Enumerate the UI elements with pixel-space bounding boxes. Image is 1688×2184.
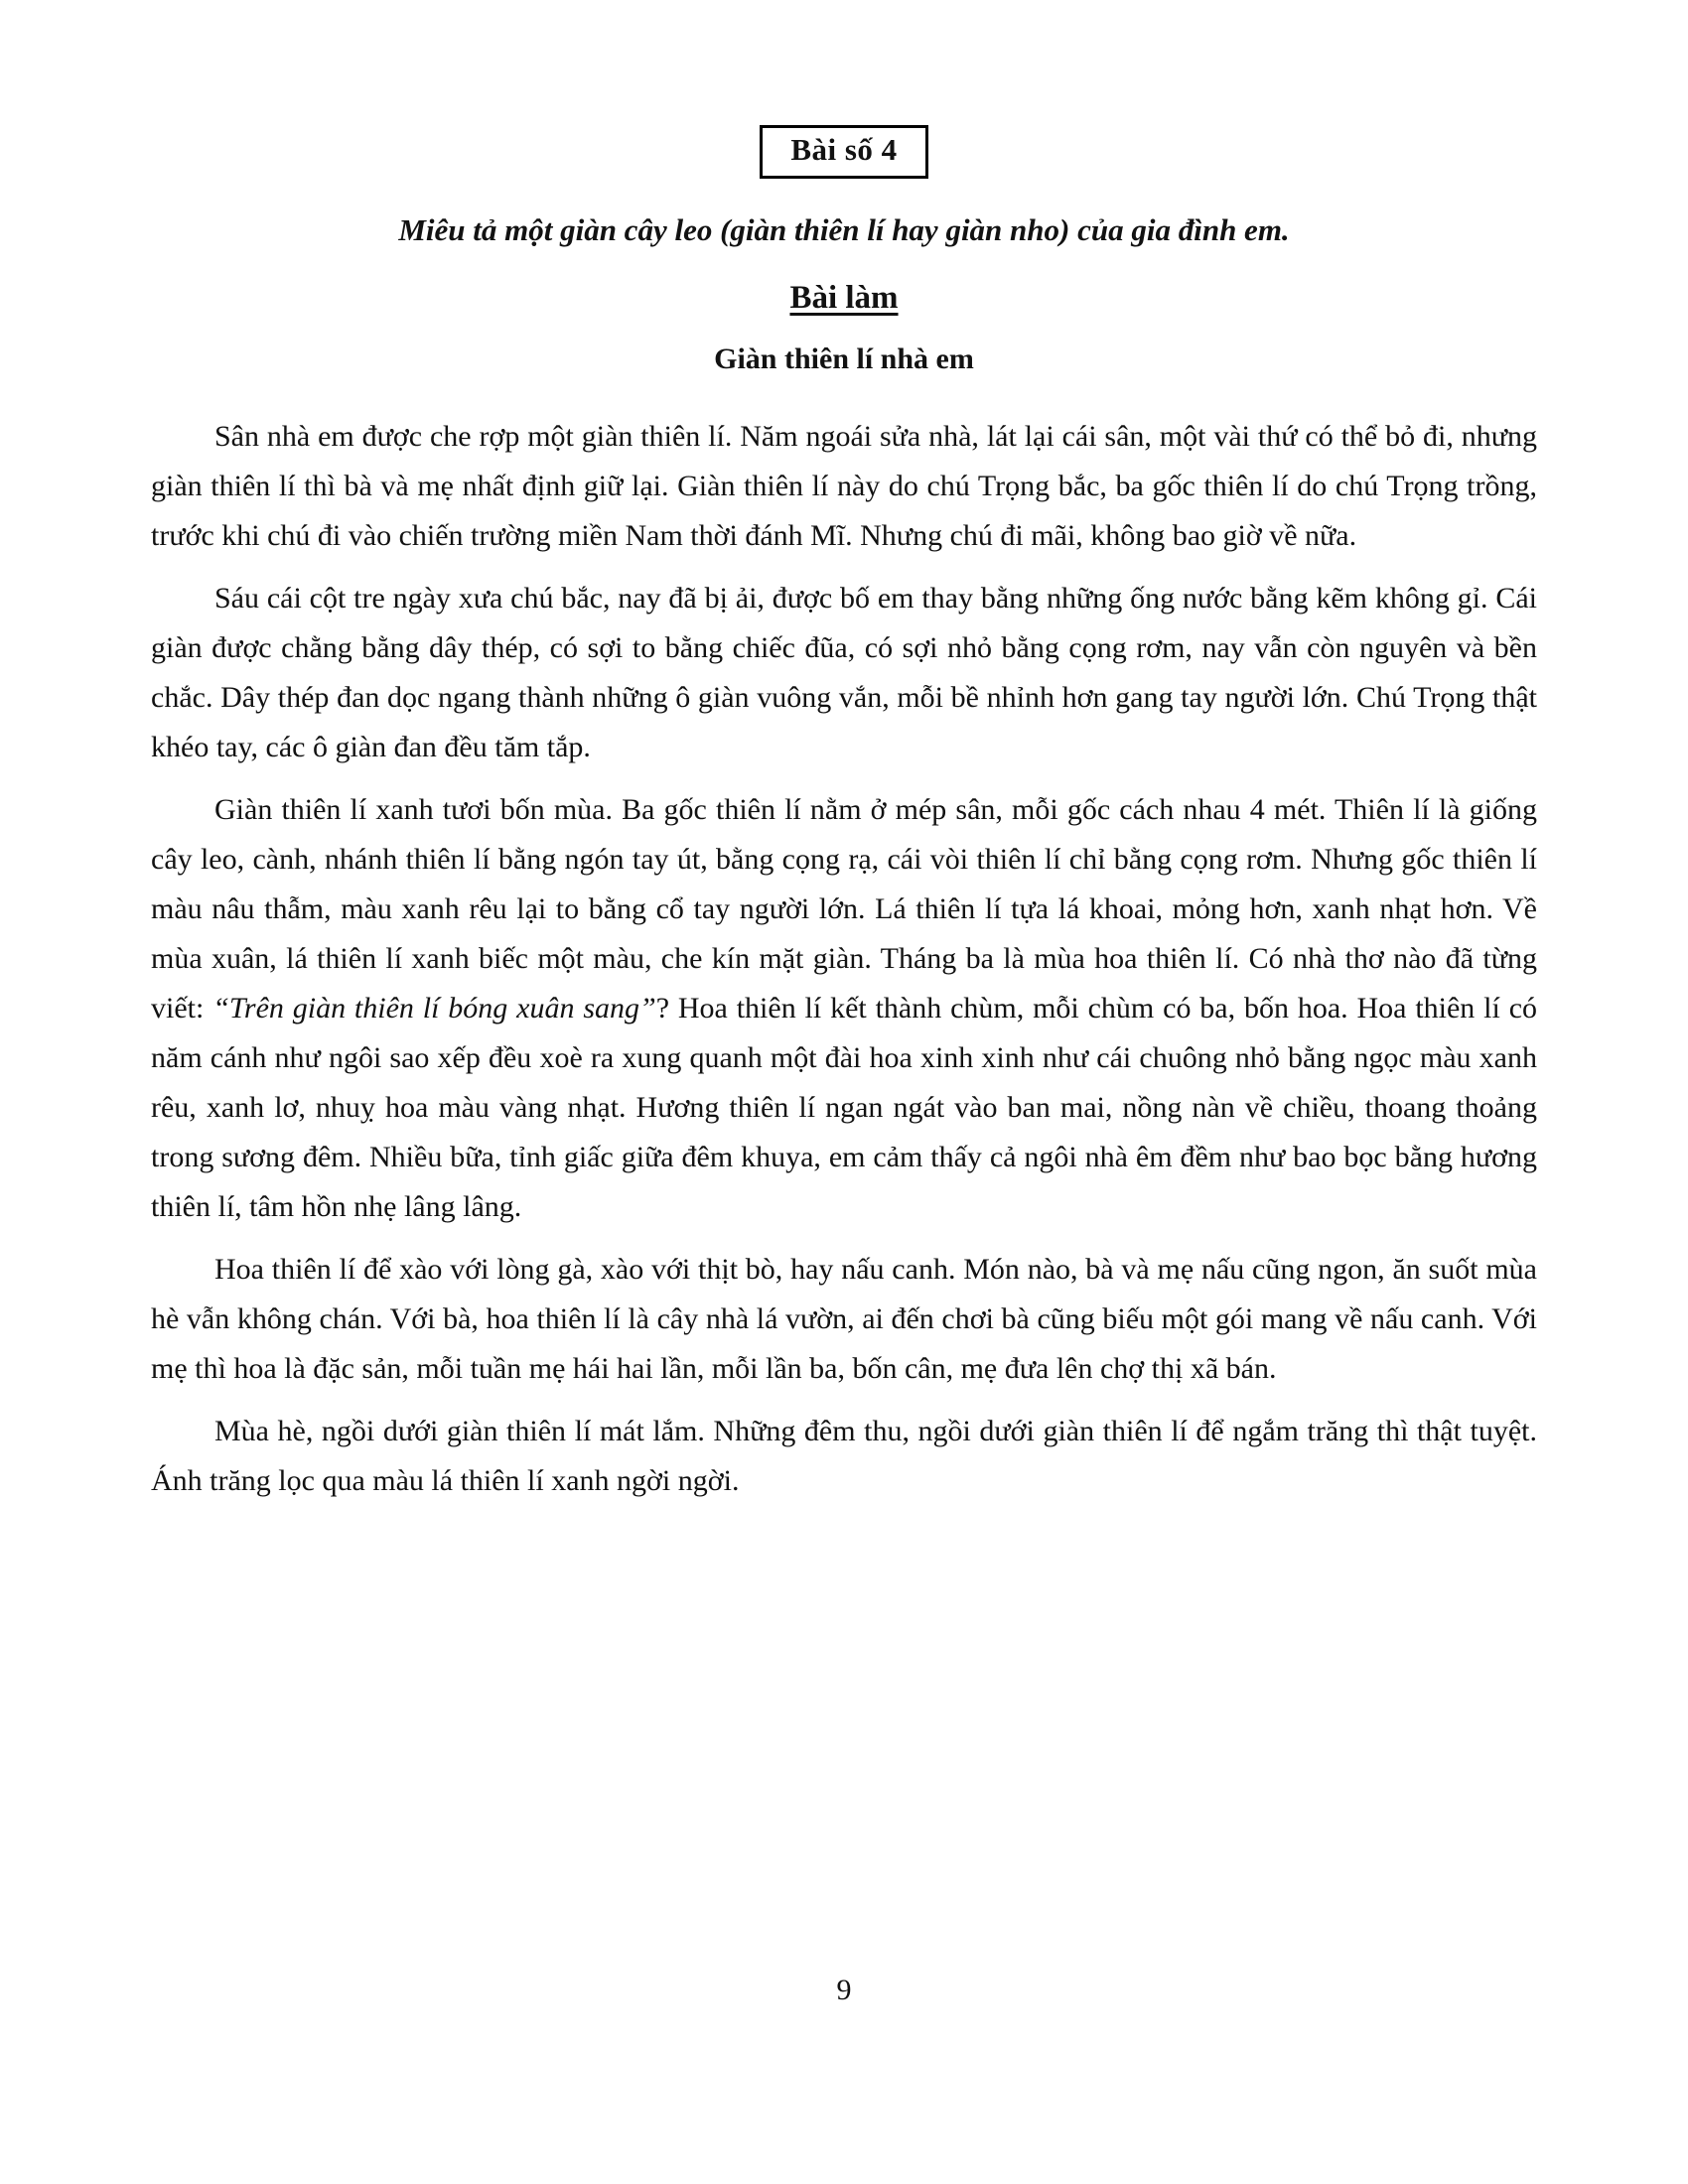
essay-paragraph [151,1245,1537,1394]
paragraph-text: Sân nhà em được che rợp một giàn thiên lí. Năm ngoái sửa nhà, lát lại cái sân, một vài thứ có thể bỏ đi, nhưng giàn thiên lí thì bà và mẹ nhất định giữ lại. Giàn thiên lí này do chú Trọng bắc, ba gốc thiên lí do chú Trọng trồng, trước khi chú đi vào chiến trường miền Nam thời đánh Mĩ. Nhưng chú đi mãi, không bao giờ về nữa. [151,420,1537,552]
section-heading-bai-lam: Bài làm [789,280,899,316]
essay-prompt: Miêu tả một giàn cây leo (giàn thiên lí hay giàn nho) của gia đình em. [398,212,1290,247]
essay-paragraphs [151,412,1537,1506]
essay-paragraph [151,574,1537,772]
essay-paragraph [151,412,1537,561]
paragraph-text: Mùa hè, ngồi dưới giàn thiên lí mát lắm. Những đêm thu, ngồi dưới giàn thiên lí để ngắm trăng thì thật tuyệt. Ánh trăng lọc qua màu lá thiên lí xanh ngời ngời. [151,1415,1537,1497]
essay-paragraph [151,1407,1537,1506]
lesson-number-badge: Bài số 4 [760,125,927,179]
page-number: 9 [836,1974,852,2006]
paragraph-text: Sáu cái cột tre ngày xưa chú bắc, nay đã bị ải, được bố em thay bằng những ống nước bằng kẽm không gỉ. Cái giàn được chằng bằng dây thép, có sợi to bằng chiếc đũa, có sợi nhỏ bằng cọng rơm, nay vẫn còn nguyên và bền chắc. Dây thép đan dọc ngang thành những ô giàn vuông vắn, mỗi bề nhỉnh hơn gang tay người lớn. Chú Trọng thật khéo tay, các ô giàn đan đều tăm tắp. [151,582,1537,763]
paragraph-text: ? Hoa thiên lí kết thành chùm, mỗi chùm có ba, bốn hoa. Hoa thiên lí có năm cánh như ngôi sao xếp đều xoè ra xung quanh một đài hoa xinh xinh như cái chuông nhỏ bằng ngọc màu xanh rêu, xanh lơ, nhuỵ hoa màu vàng nhạt. Hương thiên lí ngan ngát vào ban mai, nồng nàn về chiều, thoang thoảng trong sương đêm. Nhiều bữa, tỉnh giấc giữa đêm khuya, em cảm thấy cả ngôi nhà êm đềm như bao bọc bằng hương thiên lí, tâm hồn nhẹ lâng lâng. [151,992,1538,1223]
paragraph-text: Hoa thiên lí để xào với lòng gà, xào với thịt bò, hay nấu canh. Món nào, bà và mẹ nấu cũng ngon, ăn suốt mùa hè vẫn không chán. Với bà, hoa thiên lí là cây nhà lá vườn, ai đến chơi bà cũng biếu một gói mang về nấu canh. Với mẹ thì hoa là đặc sản, mỗi tuần mẹ hái hai lần, mỗi lần ba, bốn cân, mẹ đưa lên chợ thị xã bán. [151,1253,1537,1385]
essay-paragraph [151,785,1537,1232]
quoted-verse: “Trên giàn thiên lí bóng xuân sang” [212,992,656,1024]
essay-title: Giàn thiên lí nhà em [714,342,974,375]
paragraph-text: Giàn thiên lí xanh tươi bốn mùa. Ba gốc thiên lí nằm ở mép sân, mỗi gốc cách nhau 4 mét. Thiên lí là giống cây leo, cành, nhánh thiên lí bằng ngón tay út, bằng cọng rạ, cái vòi thiên lí chỉ bằng cọng rơm. Nhưng gốc thiên lí màu nâu thẫm, màu xanh rêu lại to bằng cổ tay người lớn. Lá thiên lí tựa lá khoai, mỏng hơn, xanh nhạt hơn. Về mùa xuân, lá thiên lí xanh biếc một màu, che kín mặt giàn. Tháng ba là mùa hoa thiên lí. Có nhà thơ nào đã từng viết: [151,793,1537,1024]
lesson-badge-row [151,125,1537,179]
